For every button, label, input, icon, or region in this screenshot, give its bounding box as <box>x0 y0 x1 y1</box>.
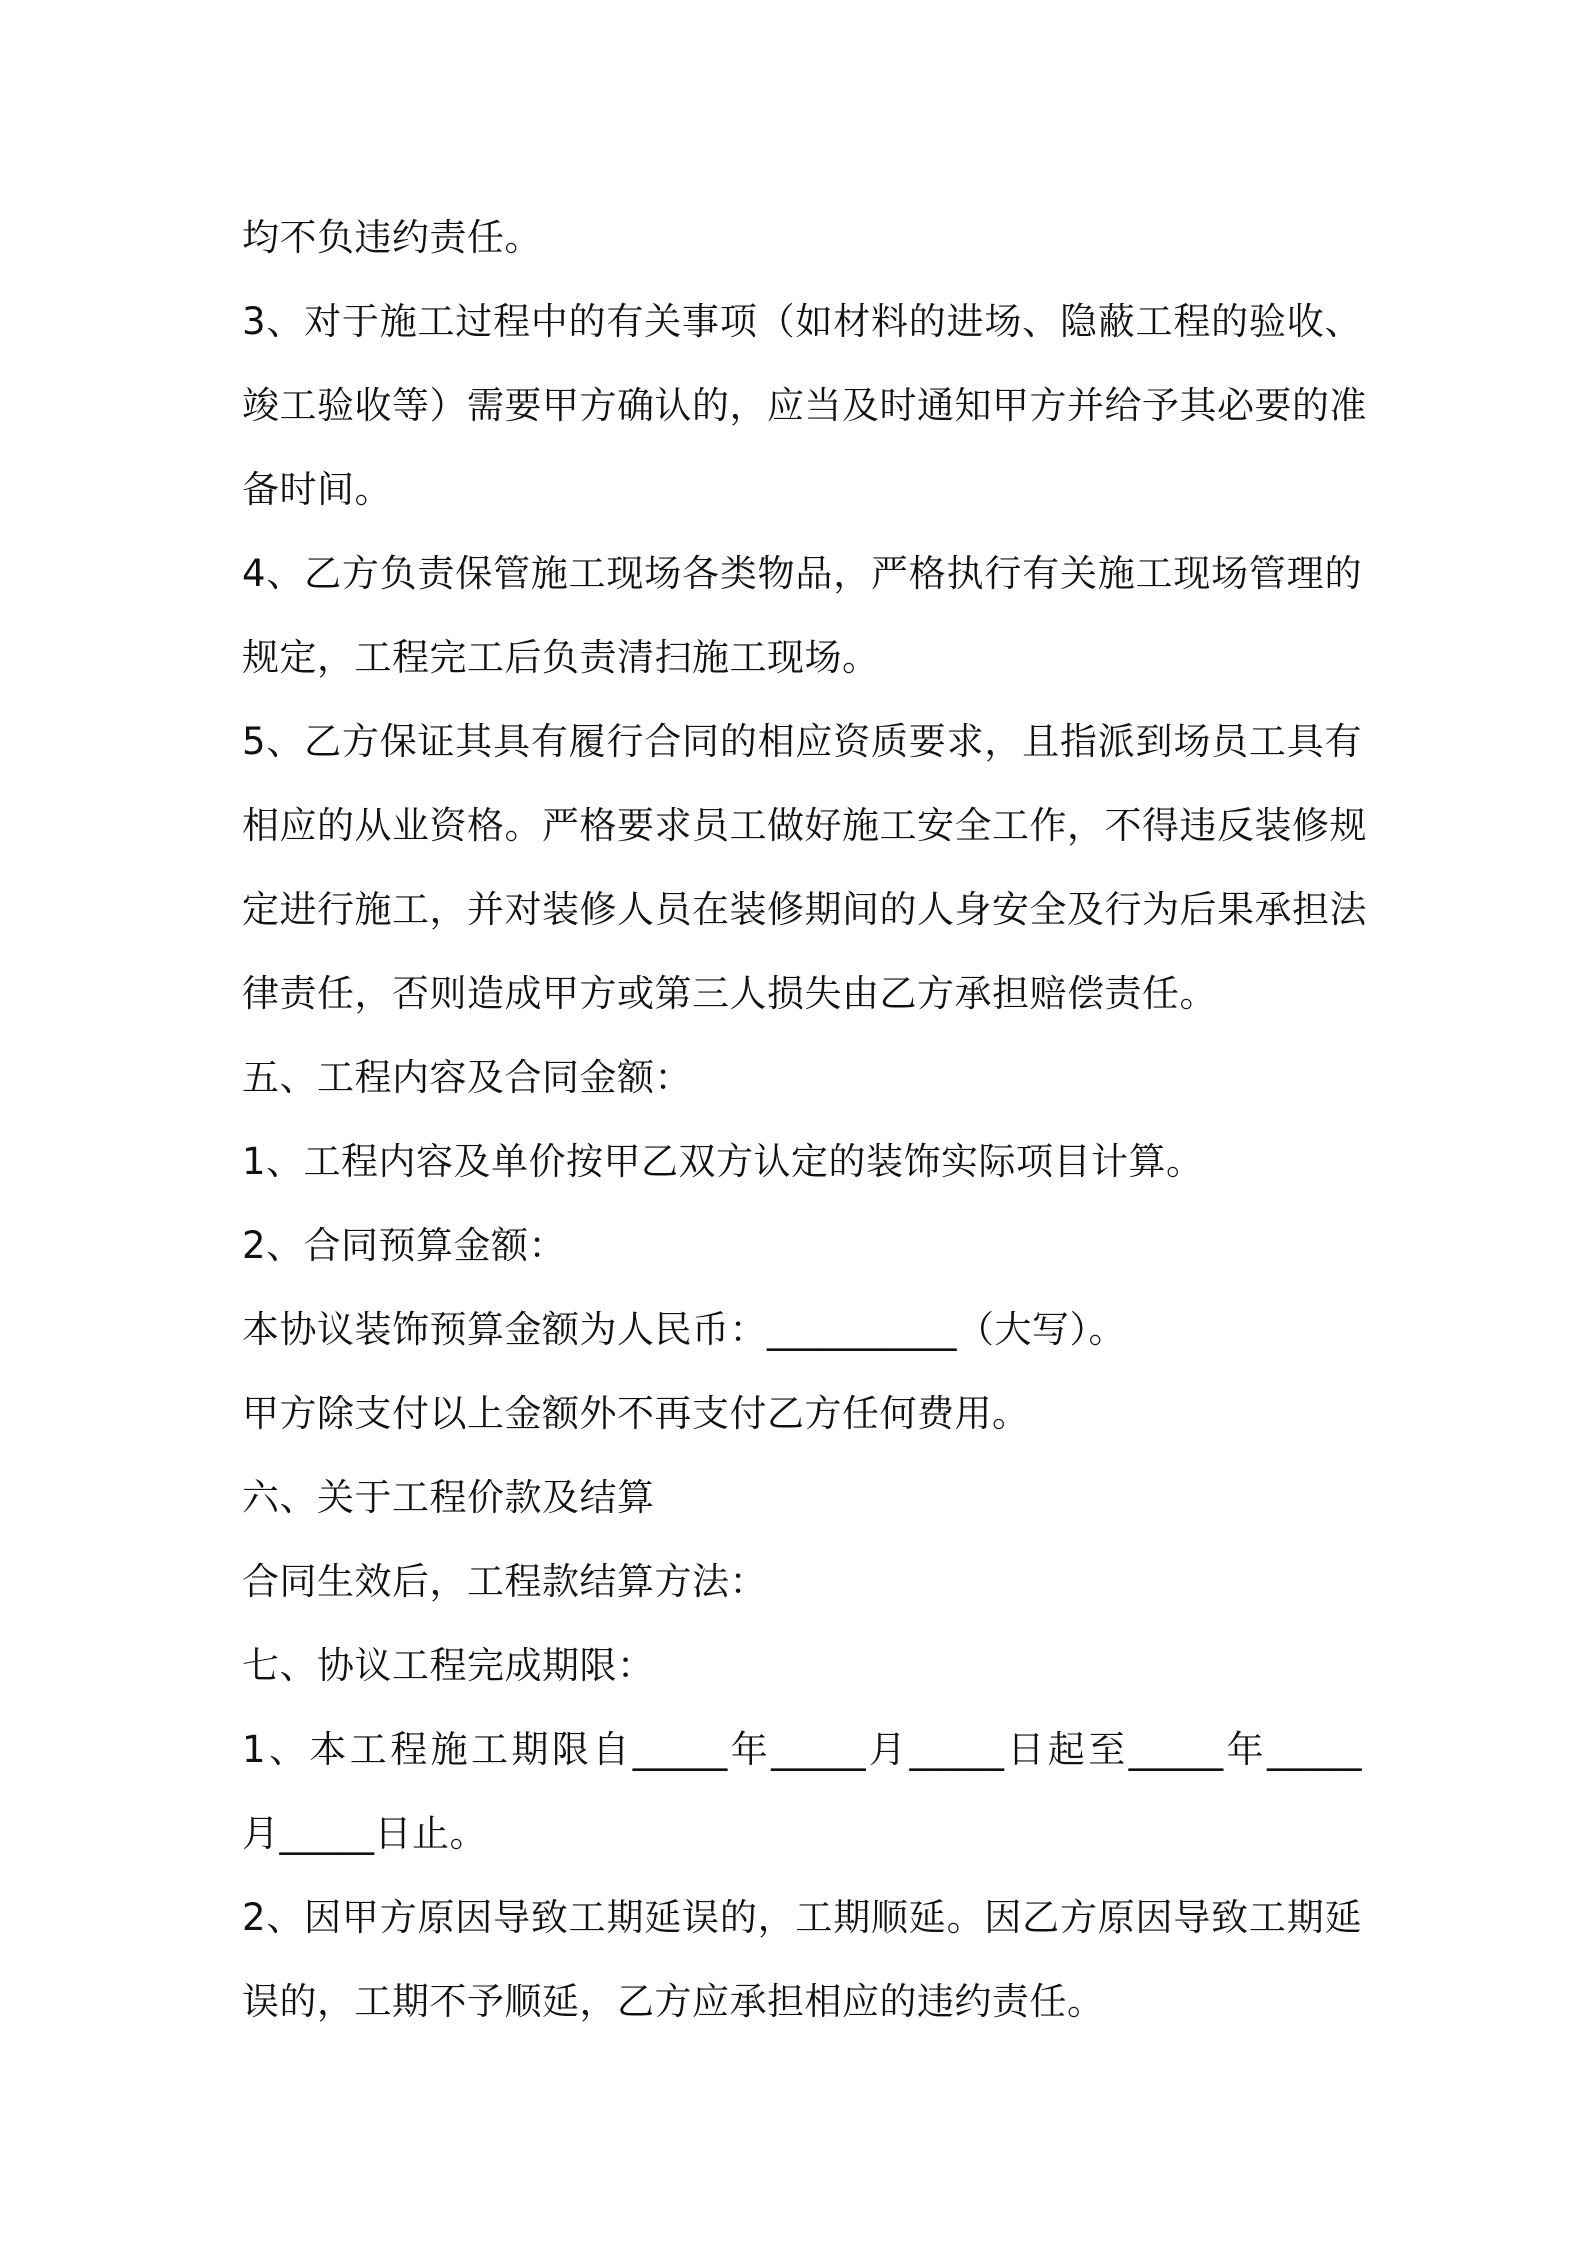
section-heading: 七、协议工程完成期限： <box>242 1644 655 1687</box>
text-line: 合同生效后，工程款结算方法： <box>242 1560 767 1603</box>
text-line: 1、工程内容及单价按甲乙双方认定的装饰实际项目计算。 <box>242 1140 1204 1183</box>
text-line: 2、因甲方原因导致工期延误的，工期顺延。因乙方原因导致工期延 <box>242 1896 1362 1939</box>
text-line: 律责任，否则造成甲方或第三人损失由乙方承担赔偿责任。 <box>242 972 1217 1015</box>
text-line: 5、乙方保证其具有履行合同的相应资质要求，且指派到场员工具有 <box>242 720 1362 763</box>
text-line: 相应的从业资格。严格要求员工做好施工安全工作，不得违反装修规 <box>242 804 1367 847</box>
text-line: 甲方除支付以上金额外不再支付乙方任何费用。 <box>242 1392 1030 1435</box>
text-line: 2、合同预算金额： <box>242 1224 567 1267</box>
section-heading: 五、工程内容及合同金额： <box>242 1056 692 1099</box>
text-line: 3、对于施工过程中的有关事项（如材料的进场、隐蔽工程的验收、 <box>242 300 1362 343</box>
text-line: 竣工验收等）需要甲方确认的，应当及时通知甲方并给予其必要的准 <box>242 384 1367 427</box>
section-heading: 六、关于工程价款及结算 <box>242 1476 655 1519</box>
text-line: 备时间。 <box>242 468 392 511</box>
text-line: 规定，工程完工后负责清扫施工现场。 <box>242 636 880 679</box>
document-body <box>242 196 1367 2044</box>
text-line: 月_____日止。 <box>242 1812 487 1855</box>
text-line: 4、乙方负责保管施工现场各类物品，严格执行有关施工现场管理的 <box>242 552 1362 595</box>
text-line: 定进行施工，并对装修人员在装修期间的人身安全及行为后果承担法 <box>242 888 1367 931</box>
text-line: 误的，工期不予顺延，乙方应承担相应的违约责任。 <box>242 1980 1105 2023</box>
text-line: 本协议装饰预算金额为人民币：__________（大写）。 <box>242 1308 1126 1351</box>
text-line: 1、本工程施工期限自_____年_____月_____日起至_____年_____ <box>242 1728 1362 1771</box>
text-line: 均不负违约责任。 <box>242 216 542 259</box>
